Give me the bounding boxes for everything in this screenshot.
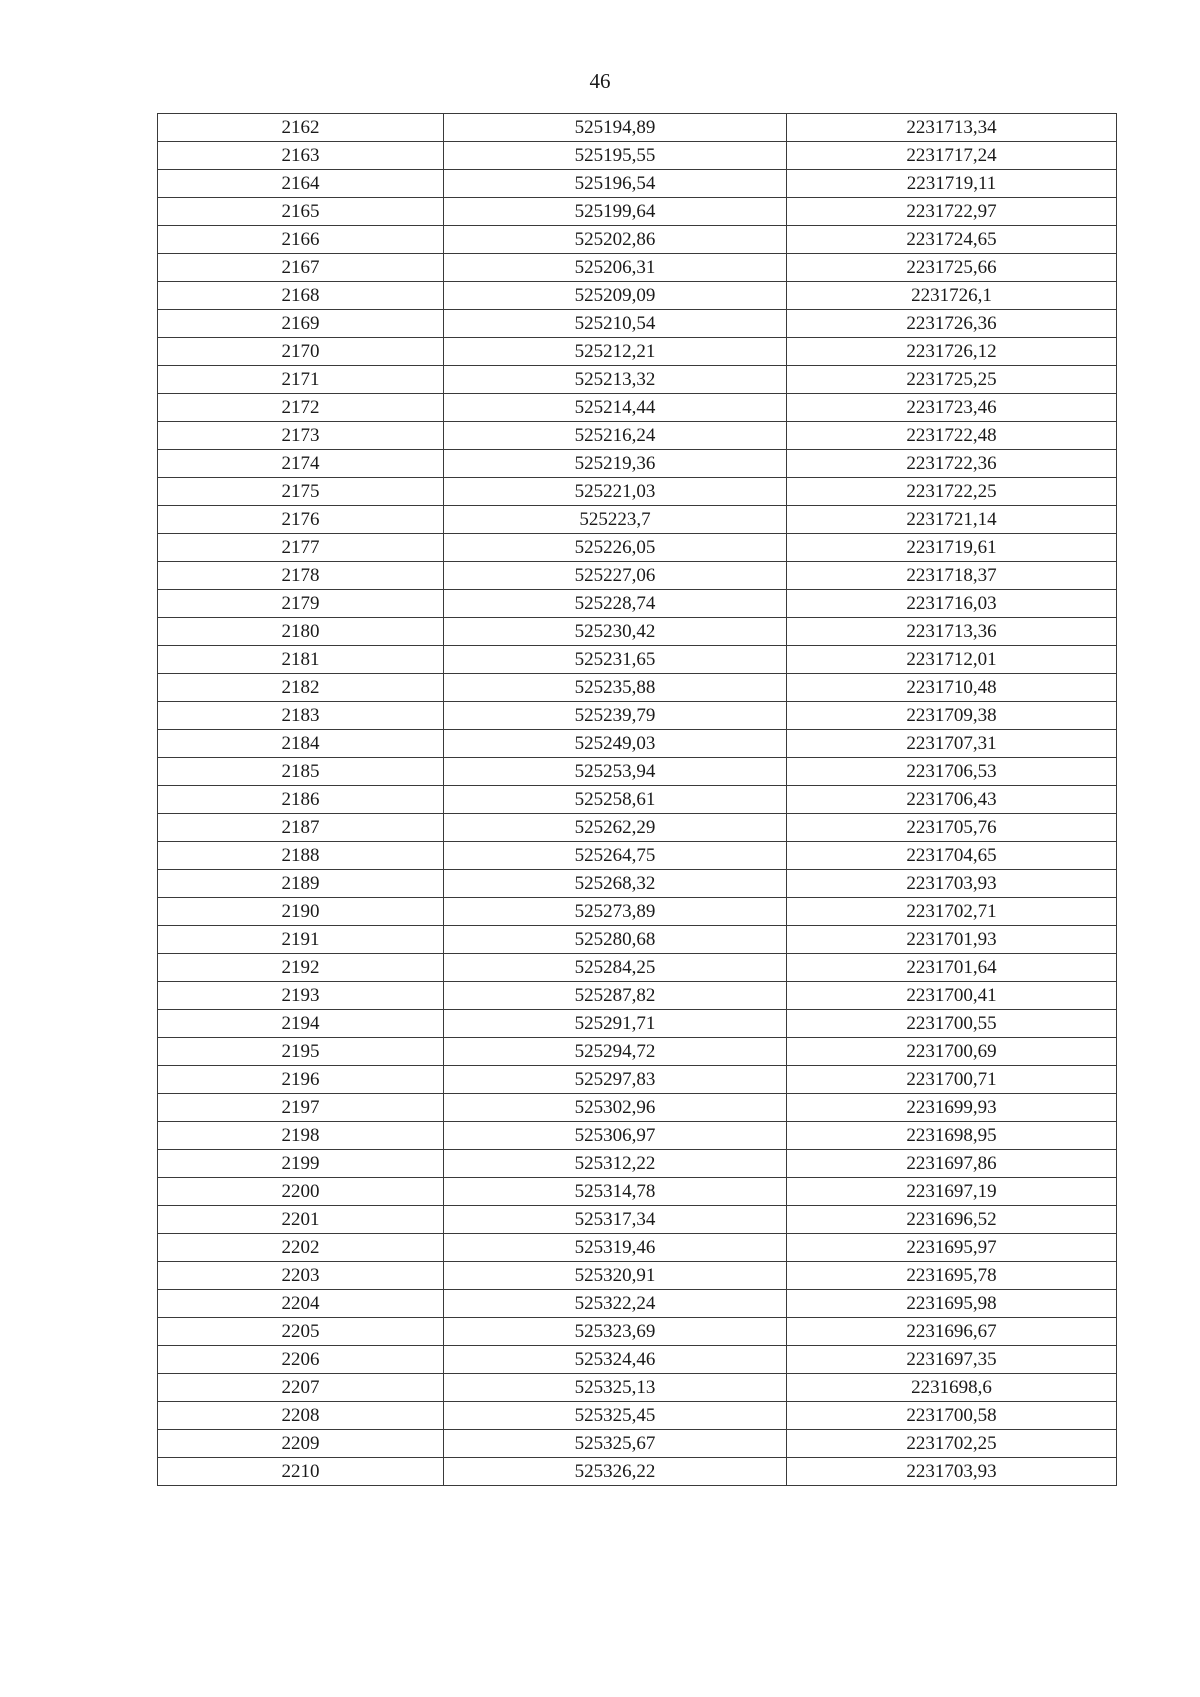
table-row: [158, 226, 1117, 254]
y-coordinate-cell: 2231723,46: [787, 394, 1117, 422]
y-coordinate-cell: 2231716,03: [787, 590, 1117, 618]
table-row: [158, 254, 1117, 282]
table-row: [158, 422, 1117, 450]
x-coordinate-cell: 525227,06: [444, 562, 787, 590]
point-number-cell: 2179: [158, 590, 444, 618]
page-number: 46: [589, 69, 611, 93]
table-row: [158, 926, 1117, 954]
table-row: [158, 1458, 1117, 1486]
y-coordinate-cell: 2231713,36: [787, 618, 1117, 646]
table-row: [158, 758, 1117, 786]
point-number-cell: 2182: [158, 674, 444, 702]
point-number-cell: 2171: [158, 366, 444, 394]
point-number-cell: 2208: [158, 1402, 444, 1430]
x-coordinate-cell: 525294,72: [444, 1038, 787, 1066]
x-coordinate-cell: 525195,55: [444, 142, 787, 170]
table-row: [158, 674, 1117, 702]
table-row: [158, 478, 1117, 506]
point-number-cell: 2185: [158, 758, 444, 786]
y-coordinate-cell: 2231703,93: [787, 870, 1117, 898]
point-number-cell: 2174: [158, 450, 444, 478]
table-row: [158, 1318, 1117, 1346]
table-row: [158, 618, 1117, 646]
y-coordinate-cell: 2231700,41: [787, 982, 1117, 1010]
table-row: [158, 1178, 1117, 1206]
table-row: [158, 842, 1117, 870]
table-row: [158, 814, 1117, 842]
y-coordinate-cell: 2231700,58: [787, 1402, 1117, 1430]
y-coordinate-cell: 2231721,14: [787, 506, 1117, 534]
y-coordinate-cell: 2231713,34: [787, 114, 1117, 142]
y-coordinate-cell: 2231722,48: [787, 422, 1117, 450]
point-number-cell: 2198: [158, 1122, 444, 1150]
point-number-cell: 2186: [158, 786, 444, 814]
table-row: [158, 1038, 1117, 1066]
point-number-cell: 2205: [158, 1318, 444, 1346]
point-number-cell: 2207: [158, 1374, 444, 1402]
y-coordinate-cell: 2231722,97: [787, 198, 1117, 226]
y-coordinate-cell: 2231712,01: [787, 646, 1117, 674]
x-coordinate-cell: 525287,82: [444, 982, 787, 1010]
x-coordinate-cell: 525212,21: [444, 338, 787, 366]
x-coordinate-cell: 525253,94: [444, 758, 787, 786]
table-row: [158, 1346, 1117, 1374]
x-coordinate-cell: 525258,61: [444, 786, 787, 814]
y-coordinate-cell: 2231726,36: [787, 310, 1117, 338]
y-coordinate-cell: 2231725,25: [787, 366, 1117, 394]
table-row: [158, 114, 1117, 142]
point-number-cell: 2195: [158, 1038, 444, 1066]
y-coordinate-cell: 2231724,65: [787, 226, 1117, 254]
y-coordinate-cell: 2231706,53: [787, 758, 1117, 786]
x-coordinate-cell: 525314,78: [444, 1178, 787, 1206]
table-row: [158, 1262, 1117, 1290]
x-coordinate-cell: 525268,32: [444, 870, 787, 898]
x-coordinate-cell: 525228,74: [444, 590, 787, 618]
table-row: [158, 1122, 1117, 1150]
x-coordinate-cell: 525297,83: [444, 1066, 787, 1094]
y-coordinate-cell: 2231718,37: [787, 562, 1117, 590]
table-row: [158, 310, 1117, 338]
point-number-cell: 2196: [158, 1066, 444, 1094]
table-row: [158, 450, 1117, 478]
point-number-cell: 2181: [158, 646, 444, 674]
point-number-cell: 2170: [158, 338, 444, 366]
x-coordinate-cell: 525202,86: [444, 226, 787, 254]
table-row: [158, 506, 1117, 534]
x-coordinate-cell: 525206,31: [444, 254, 787, 282]
y-coordinate-cell: 2231726,1: [787, 282, 1117, 310]
point-number-cell: 2183: [158, 702, 444, 730]
x-coordinate-cell: 525284,25: [444, 954, 787, 982]
table-row: [158, 282, 1117, 310]
table-row: [158, 198, 1117, 226]
y-coordinate-cell: 2231717,24: [787, 142, 1117, 170]
x-coordinate-cell: 525231,65: [444, 646, 787, 674]
point-number-cell: 2204: [158, 1290, 444, 1318]
y-coordinate-cell: 2231725,66: [787, 254, 1117, 282]
y-coordinate-cell: 2231697,35: [787, 1346, 1117, 1374]
y-coordinate-cell: 2231700,69: [787, 1038, 1117, 1066]
x-coordinate-cell: 525326,22: [444, 1458, 787, 1486]
table-row: [158, 590, 1117, 618]
table-row: [158, 366, 1117, 394]
x-coordinate-cell: 525230,42: [444, 618, 787, 646]
point-number-cell: 2164: [158, 170, 444, 198]
point-number-cell: 2203: [158, 1262, 444, 1290]
point-number-cell: 2189: [158, 870, 444, 898]
y-coordinate-cell: 2231702,25: [787, 1430, 1117, 1458]
point-number-cell: 2190: [158, 898, 444, 926]
point-number-cell: 2191: [158, 926, 444, 954]
table-row: [158, 1402, 1117, 1430]
y-coordinate-cell: 2231701,64: [787, 954, 1117, 982]
y-coordinate-cell: 2231726,12: [787, 338, 1117, 366]
table-row: [158, 170, 1117, 198]
point-number-cell: 2178: [158, 562, 444, 590]
point-number-cell: 2173: [158, 422, 444, 450]
y-coordinate-cell: 2231697,86: [787, 1150, 1117, 1178]
x-coordinate-cell: 525235,88: [444, 674, 787, 702]
point-number-cell: 2201: [158, 1206, 444, 1234]
table-row: [158, 1430, 1117, 1458]
point-number-cell: 2197: [158, 1094, 444, 1122]
table-row: [158, 1234, 1117, 1262]
point-number-cell: 2184: [158, 730, 444, 758]
table-row: [158, 898, 1117, 926]
y-coordinate-cell: 2231695,98: [787, 1290, 1117, 1318]
point-number-cell: 2206: [158, 1346, 444, 1374]
x-coordinate-cell: 525214,44: [444, 394, 787, 422]
point-number-cell: 2210: [158, 1458, 444, 1486]
point-number-cell: 2199: [158, 1150, 444, 1178]
x-coordinate-cell: 525325,67: [444, 1430, 787, 1458]
table-row: [158, 338, 1117, 366]
x-coordinate-cell: 525199,64: [444, 198, 787, 226]
y-coordinate-cell: 2231696,67: [787, 1318, 1117, 1346]
point-number-cell: 2187: [158, 814, 444, 842]
x-coordinate-cell: 525322,24: [444, 1290, 787, 1318]
x-coordinate-cell: 525319,46: [444, 1234, 787, 1262]
y-coordinate-cell: 2231719,61: [787, 534, 1117, 562]
point-number-cell: 2166: [158, 226, 444, 254]
y-coordinate-cell: 2231722,25: [787, 478, 1117, 506]
x-coordinate-cell: 525239,79: [444, 702, 787, 730]
y-coordinate-cell: 2231700,71: [787, 1066, 1117, 1094]
y-coordinate-cell: 2231706,43: [787, 786, 1117, 814]
y-coordinate-cell: 2231709,38: [787, 702, 1117, 730]
table-row: [158, 730, 1117, 758]
y-coordinate-cell: 2231696,52: [787, 1206, 1117, 1234]
x-coordinate-cell: 525213,32: [444, 366, 787, 394]
y-coordinate-cell: 2231698,95: [787, 1122, 1117, 1150]
x-coordinate-cell: 525323,69: [444, 1318, 787, 1346]
x-coordinate-cell: 525216,24: [444, 422, 787, 450]
x-coordinate-cell: 525194,89: [444, 114, 787, 142]
x-coordinate-cell: 525221,03: [444, 478, 787, 506]
x-coordinate-cell: 525196,54: [444, 170, 787, 198]
x-coordinate-cell: 525249,03: [444, 730, 787, 758]
point-number-cell: 2209: [158, 1430, 444, 1458]
y-coordinate-cell: 2231699,93: [787, 1094, 1117, 1122]
x-coordinate-cell: 525306,97: [444, 1122, 787, 1150]
table-row: [158, 1150, 1117, 1178]
point-number-cell: 2165: [158, 198, 444, 226]
y-coordinate-cell: 2231707,31: [787, 730, 1117, 758]
table-row: [158, 142, 1117, 170]
y-coordinate-cell: 2231722,36: [787, 450, 1117, 478]
x-coordinate-cell: 525209,09: [444, 282, 787, 310]
point-number-cell: 2163: [158, 142, 444, 170]
point-number-cell: 2200: [158, 1178, 444, 1206]
point-number-cell: 2194: [158, 1010, 444, 1038]
x-coordinate-cell: 525264,75: [444, 842, 787, 870]
point-number-cell: 2175: [158, 478, 444, 506]
point-number-cell: 2169: [158, 310, 444, 338]
y-coordinate-cell: 2231702,71: [787, 898, 1117, 926]
y-coordinate-cell: 2231697,19: [787, 1178, 1117, 1206]
table-row: [158, 982, 1117, 1010]
point-number-cell: 2172: [158, 394, 444, 422]
point-number-cell: 2167: [158, 254, 444, 282]
y-coordinate-cell: 2231695,97: [787, 1234, 1117, 1262]
table-row: [158, 1206, 1117, 1234]
point-number-cell: 2193: [158, 982, 444, 1010]
point-number-cell: 2180: [158, 618, 444, 646]
y-coordinate-cell: 2231719,11: [787, 170, 1117, 198]
table-row: [158, 1290, 1117, 1318]
x-coordinate-cell: 525219,36: [444, 450, 787, 478]
point-number-cell: 2188: [158, 842, 444, 870]
y-coordinate-cell: 2231703,93: [787, 1458, 1117, 1486]
y-coordinate-cell: 2231701,93: [787, 926, 1117, 954]
y-coordinate-cell: 2231705,76: [787, 814, 1117, 842]
x-coordinate-cell: 525302,96: [444, 1094, 787, 1122]
y-coordinate-cell: 2231700,55: [787, 1010, 1117, 1038]
table-row: [158, 954, 1117, 982]
point-number-cell: 2192: [158, 954, 444, 982]
y-coordinate-cell: 2231710,48: [787, 674, 1117, 702]
x-coordinate-cell: 525262,29: [444, 814, 787, 842]
x-coordinate-cell: 525325,45: [444, 1402, 787, 1430]
x-coordinate-cell: 525223,7: [444, 506, 787, 534]
x-coordinate-cell: 525210,54: [444, 310, 787, 338]
point-number-cell: 2162: [158, 114, 444, 142]
table-row: [158, 1066, 1117, 1094]
coordinates-table: [157, 113, 1117, 1486]
x-coordinate-cell: 525291,71: [444, 1010, 787, 1038]
x-coordinate-cell: 525320,91: [444, 1262, 787, 1290]
x-coordinate-cell: 525317,34: [444, 1206, 787, 1234]
point-number-cell: 2177: [158, 534, 444, 562]
x-coordinate-cell: 525280,68: [444, 926, 787, 954]
table-row: [158, 702, 1117, 730]
x-coordinate-cell: 525312,22: [444, 1150, 787, 1178]
table-row: [158, 534, 1117, 562]
point-number-cell: 2176: [158, 506, 444, 534]
x-coordinate-cell: 525226,05: [444, 534, 787, 562]
table-row: [158, 1094, 1117, 1122]
table-row: [158, 870, 1117, 898]
table-row: [158, 562, 1117, 590]
x-coordinate-cell: 525325,13: [444, 1374, 787, 1402]
table-row: [158, 394, 1117, 422]
point-number-cell: 2202: [158, 1234, 444, 1262]
table-row: [158, 1010, 1117, 1038]
y-coordinate-cell: 2231698,6: [787, 1374, 1117, 1402]
table-row: [158, 786, 1117, 814]
point-number-cell: 2168: [158, 282, 444, 310]
table-row: [158, 646, 1117, 674]
x-coordinate-cell: 525324,46: [444, 1346, 787, 1374]
coordinates-table-body: [158, 114, 1117, 1486]
x-coordinate-cell: 525273,89: [444, 898, 787, 926]
table-row: [158, 1374, 1117, 1402]
y-coordinate-cell: 2231704,65: [787, 842, 1117, 870]
y-coordinate-cell: 2231695,78: [787, 1262, 1117, 1290]
